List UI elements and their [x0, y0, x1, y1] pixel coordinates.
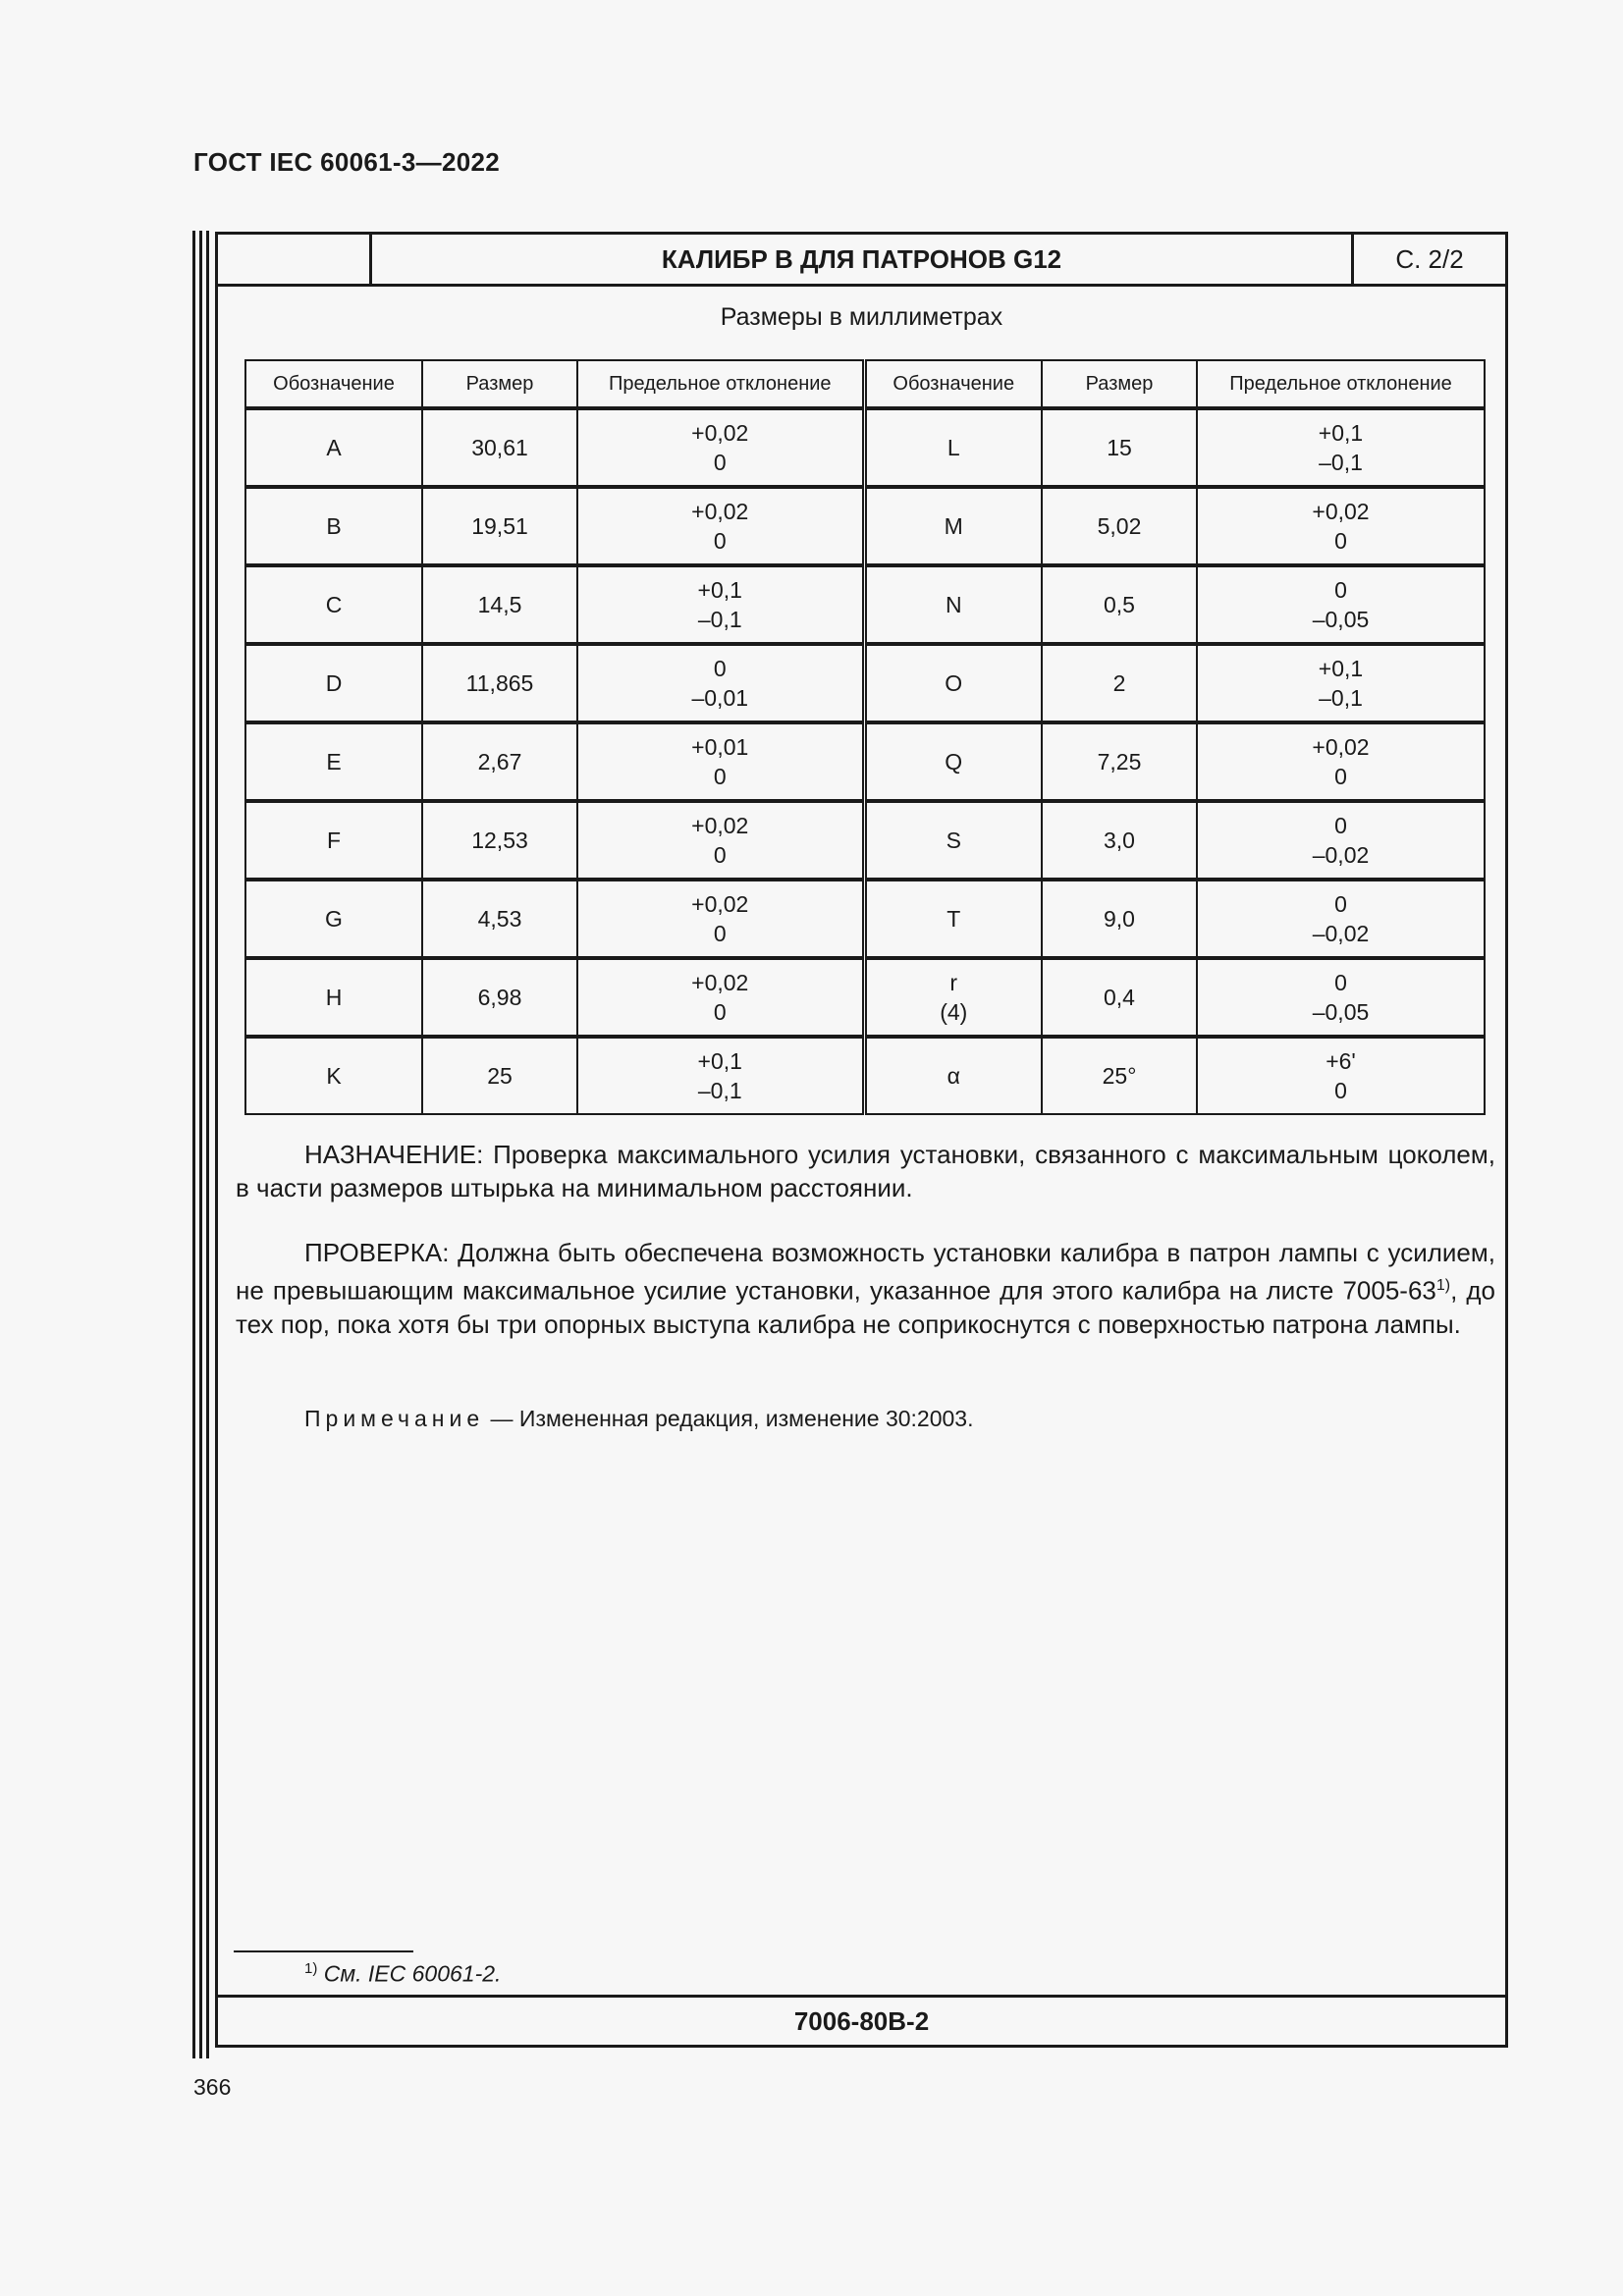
tolerance-cell	[577, 880, 864, 958]
upper-tolerance: 0	[1334, 813, 1347, 838]
check-text-start: ПРОВЕРКА: Должна быть обеспечена возможность установки калибра в патрон лампы с усилием, не превышающим максимальное усилие установки, указанное для этого калибра на листе 7005-63	[236, 1238, 1495, 1306]
size-cell	[1042, 565, 1197, 644]
dimensions-table	[244, 359, 1486, 1115]
size-cell	[1042, 644, 1197, 722]
tolerance-cell	[1197, 880, 1485, 958]
size-cell	[422, 644, 577, 722]
lower-tolerance: 0	[713, 450, 727, 475]
size-value: 0,5	[1104, 592, 1135, 617]
designation-cell	[245, 1037, 422, 1114]
size-value: 30,61	[471, 435, 528, 460]
designation-cell	[245, 487, 422, 565]
lower-tolerance: 0	[713, 921, 727, 946]
designation: M	[944, 513, 963, 539]
designation-cell	[245, 958, 422, 1037]
upper-tolerance: +0,1	[697, 577, 742, 603]
size-value: 12,53	[471, 828, 528, 853]
note-label: Примечание	[304, 1406, 485, 1431]
tolerance-cell	[577, 487, 864, 565]
lower-tolerance: 0	[1334, 764, 1347, 789]
page-number: 366	[193, 2074, 232, 2100]
upper-tolerance: +0,1	[697, 1048, 742, 1074]
size-value: 9,0	[1104, 906, 1135, 932]
lower-tolerance: 0	[713, 999, 727, 1025]
margin-bar-1	[192, 231, 195, 2058]
sheet-code: 7006-80B-2	[218, 1995, 1505, 2045]
lower-tolerance: 0	[713, 764, 727, 789]
upper-tolerance: 0	[1334, 970, 1347, 995]
tolerance-cell	[1197, 644, 1485, 722]
tolerance-cell	[577, 644, 864, 722]
designation-cell	[245, 565, 422, 644]
designation-cell	[864, 408, 1042, 487]
title-blank-cell	[218, 235, 372, 284]
designation-cell	[864, 644, 1042, 722]
lower-tolerance: –0,1	[1319, 450, 1363, 475]
designation-cell	[864, 880, 1042, 958]
size-cell	[1042, 1037, 1197, 1114]
size-cell	[422, 880, 577, 958]
sheet-title-row	[218, 235, 1505, 287]
designation: G	[325, 906, 343, 932]
designation: K	[326, 1063, 342, 1089]
designation-cell	[245, 880, 422, 958]
tolerance-cell	[577, 801, 864, 880]
tolerance-cell	[577, 408, 864, 487]
margin-bar-2	[199, 231, 202, 2058]
header-tolerance: Предельное отклонение	[577, 360, 864, 408]
designation-cell	[864, 801, 1042, 880]
designation: B	[326, 513, 342, 539]
footnote	[304, 1960, 501, 1988]
upper-tolerance: +0,02	[1312, 734, 1370, 760]
tolerance-cell	[1197, 722, 1485, 801]
footnote-text: См. IEC 60061-2.	[317, 1960, 502, 1987]
header-size: Размер	[422, 360, 577, 408]
designation-cell	[245, 644, 422, 722]
purpose-paragraph: НАЗНАЧЕНИЕ: Проверка максимального усилия установки, связанного с максимальным цоколем, в части размеров штырька на минимальном расстоянии.	[236, 1140, 1495, 1202]
upper-tolerance: +0,1	[1318, 656, 1364, 681]
designation-cell	[245, 801, 422, 880]
table-row	[245, 408, 1485, 487]
size-cell	[1042, 408, 1197, 487]
lower-tolerance: –0,02	[1312, 921, 1370, 946]
check-text-end: , до тех пор, пока хотя бы три опорных выступа калибра не соприкоснутся с поверхностью патрона лампы.	[236, 1275, 1496, 1339]
size-value: 6,98	[477, 985, 522, 1010]
lower-tolerance: –0,01	[691, 685, 749, 711]
note-text: — Измененная редакция, изменение 30:2003.	[484, 1406, 974, 1431]
upper-tolerance: 0	[1334, 577, 1347, 603]
size-value: 2	[1112, 670, 1126, 696]
size-value: 15	[1107, 435, 1132, 460]
designation-note: (4)	[940, 999, 968, 1025]
tolerance-cell	[577, 722, 864, 801]
designation: E	[326, 749, 342, 774]
sheet-page-label: С. 2/2	[1395, 243, 1464, 274]
table-row	[245, 801, 1485, 880]
designation-cell	[864, 958, 1042, 1037]
header-tolerance: Предельное отклонение	[1197, 360, 1485, 408]
lower-tolerance: –0,05	[1312, 999, 1370, 1025]
lower-tolerance: –0,02	[1312, 842, 1370, 868]
size-cell	[422, 487, 577, 565]
size-cell	[1042, 880, 1197, 958]
upper-tolerance: +0,02	[691, 420, 749, 446]
size-cell	[422, 1037, 577, 1114]
footnote-marker: 1)	[304, 1960, 318, 1977]
designation-cell	[864, 1037, 1042, 1114]
designation: Q	[945, 749, 963, 774]
designation: F	[326, 828, 342, 853]
designation: C	[325, 592, 343, 617]
size-cell	[422, 801, 577, 880]
table-row	[245, 958, 1485, 1037]
tolerance-cell	[577, 958, 864, 1037]
designation-cell	[864, 565, 1042, 644]
header-designation: Обозначение	[245, 360, 422, 408]
designation: D	[325, 670, 343, 696]
tolerance-cell	[1197, 408, 1485, 487]
tolerance-cell	[1197, 958, 1485, 1037]
upper-tolerance: +6'	[1325, 1048, 1356, 1074]
designation-cell	[245, 722, 422, 801]
lower-tolerance: 0	[713, 842, 727, 868]
designation: L	[947, 435, 960, 460]
margin-bar-3	[206, 231, 209, 2058]
designation: S	[946, 828, 961, 853]
size-value: 25°	[1102, 1063, 1137, 1089]
header-designation: Обозначение	[864, 360, 1042, 408]
designation-cell	[864, 722, 1042, 801]
upper-tolerance: 0	[1334, 891, 1347, 917]
lower-tolerance: 0	[1334, 1078, 1347, 1103]
designation: A	[326, 435, 342, 460]
size-cell	[1042, 487, 1197, 565]
size-value: 7,25	[1097, 749, 1142, 774]
upper-tolerance: +0,1	[1318, 420, 1364, 446]
size-value: 19,51	[471, 513, 528, 539]
designation: T	[947, 906, 961, 932]
size-cell	[422, 722, 577, 801]
size-cell	[422, 958, 577, 1037]
size-value: 14,5	[477, 592, 522, 617]
upper-tolerance: +0,02	[691, 970, 749, 995]
header-size: Размер	[1042, 360, 1197, 408]
tolerance-cell	[1197, 801, 1485, 880]
designation: H	[325, 985, 343, 1010]
upper-tolerance: +0,02	[691, 891, 749, 917]
tolerance-cell	[1197, 1037, 1485, 1114]
tolerance-cell	[1197, 565, 1485, 644]
lower-tolerance: –0,1	[697, 1078, 742, 1103]
lower-tolerance: 0	[1334, 528, 1347, 554]
tolerance-cell	[1197, 487, 1485, 565]
upper-tolerance: +0,02	[1312, 499, 1370, 524]
lower-tolerance: –0,1	[697, 607, 742, 632]
tolerance-cell	[577, 1037, 864, 1114]
tolerance-cell	[577, 565, 864, 644]
upper-tolerance: +0,02	[691, 499, 749, 524]
size-cell	[422, 565, 577, 644]
size-value: 3,0	[1104, 828, 1135, 853]
upper-tolerance: +0,01	[691, 734, 749, 760]
upper-tolerance: +0,02	[691, 813, 749, 838]
note	[304, 1406, 974, 1432]
size-cell	[422, 408, 577, 487]
table-row	[245, 644, 1485, 722]
size-cell	[1042, 722, 1197, 801]
check-paragraph	[236, 1236, 1495, 1341]
lower-tolerance: –0,05	[1312, 607, 1370, 632]
footnote-ref: 1)	[1435, 1277, 1451, 1294]
sheet-frame	[215, 232, 1508, 2048]
designation: α	[947, 1063, 960, 1089]
designation: N	[945, 592, 962, 617]
table-row	[245, 880, 1485, 958]
size-cell	[1042, 801, 1197, 880]
designation-cell	[864, 487, 1042, 565]
designation: r	[949, 970, 958, 995]
designation-cell	[245, 408, 422, 487]
size-cell	[1042, 958, 1197, 1037]
size-value: 25	[487, 1063, 513, 1089]
lower-tolerance: –0,1	[1319, 685, 1363, 711]
lower-tolerance: 0	[713, 528, 727, 554]
table-row	[245, 565, 1485, 644]
table-header-row	[245, 360, 1485, 408]
upper-tolerance: 0	[713, 656, 727, 681]
size-value: 4,53	[477, 906, 522, 932]
table-row	[245, 1037, 1485, 1114]
document-header: ГОСТ IEC 60061-3—2022	[193, 147, 500, 177]
designation: O	[945, 670, 963, 696]
size-value: 2,67	[477, 749, 522, 774]
size-value: 11,865	[465, 670, 534, 696]
table-row	[245, 487, 1485, 565]
size-value: 0,4	[1104, 985, 1135, 1010]
size-value: 5,02	[1097, 513, 1142, 539]
sheet-title: КАЛИБР В ДЛЯ ПАТРОНОВ G12	[372, 235, 1354, 284]
footnote-separator	[234, 1950, 413, 1952]
table-row	[245, 722, 1485, 801]
units-caption: Размеры в миллиметрах	[720, 303, 1003, 331]
